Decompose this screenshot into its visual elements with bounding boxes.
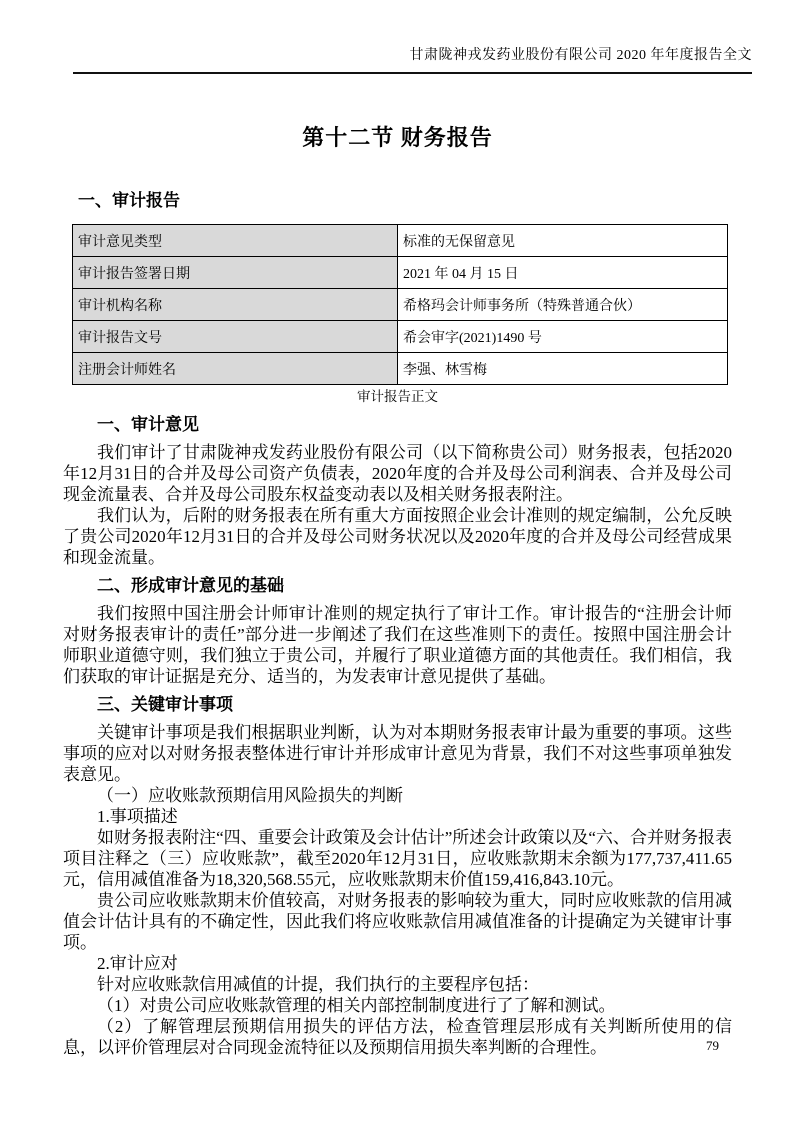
table-row	[73, 225, 728, 257]
table-value-cell: 2021 年 04 月 15 日	[398, 257, 728, 289]
page-content	[63, 0, 732, 1058]
table-label-cell: 审计机构名称	[73, 289, 398, 321]
paragraph-audit-opinion-2: 我们认为，后附的财务报表在所有重大方面按照企业会计准则的规定编制，公允反映了贵公司2020年12月31日的合并及母公司财务状况以及2020年度的合并及母公司经营成果和现金流量。	[63, 506, 732, 567]
paragraph-audit-response-intro: 针对应收账款信用减值的计提，我们执行的主要程序包括：	[97, 975, 539, 994]
section-heading-audit-report: 一、审计报告	[78, 191, 180, 210]
audit-report-body	[63, 414, 732, 1058]
paragraph-key-audit-intro: 关键审计事项是我们根据职业判断，认为对本期财务报表审计最为重要的事项。这些事项的应对以对财务报表整体进行审计并形成审计意见为背景，我们不对这些事项单独发表意见。	[63, 723, 732, 784]
paragraph-audit-response-label: 2.审计应对	[97, 954, 178, 973]
paragraph-matter-description-2: 贵公司应收账款期末价值较高，对财务报表的影响较为重大，同时应收账款的信用减值会计估计具有的不确定性，因此我们将应收账款信用减值准备的计提确定为关键审计事项。	[63, 891, 732, 952]
subsection-heading-audit-opinion: 一、审计意见	[97, 415, 199, 434]
paragraph-opinion-basis: 我们按照中国注册会计师审计准则的规定执行了审计工作。审计报告的“注册会计师对财务报表审计的责任”部分进一步阐述了我们在这些准则下的责任。按照中国注册会计师职业道德守则，我们独立于贵公司，并履行了职业道德方面的其他责任。我们相信，我们获取的审计证据是充分、适当的，为发表审计意见提供了基础。	[63, 604, 732, 686]
table-value-cell: 标准的无保留意见	[398, 225, 728, 257]
paragraph-matter-description-label: 1.事项描述	[97, 807, 178, 826]
table-label-cell: 审计意见类型	[73, 225, 398, 257]
paragraph-audit-response-2: （2）了解管理层预期信用损失的评估方法，检查管理层形成有关判断所使用的信息，以评价管理层对合同现金流特征以及预期信用损失率判断的合理性。	[63, 1017, 732, 1057]
subsection-heading-key-audit-matters: 三、关键审计事项	[97, 695, 233, 714]
paragraph-audit-opinion-1: 我们审计了甘肃陇神戎发药业股份有限公司（以下简称贵公司）财务报表，包括2020年12月31日的合并及母公司资产负债表，2020年度的合并及母公司利润表、合并及母公司现金流量表、合并及母公司股东权益变动表以及相关财务报表附注。	[63, 443, 732, 504]
subsection-heading-opinion-basis: 二、形成审计意见的基础	[97, 576, 284, 595]
table-row	[73, 321, 728, 353]
table-row	[73, 353, 728, 385]
paragraph-matter-description-1: 如财务报表附注“四、重要会计政策及会计估计”所述会计政策以及“六、合并财务报表项目注释之（三）应收账款”，截至2020年12月31日，应收账款期末余额为177,737,411.65元，信用减值准备为18,320,568.55元，应收账款期末价值159,416,843.10元。	[63, 828, 732, 889]
table-row	[73, 257, 728, 289]
page-header-text: 甘肃陇神戎发药业股份有限公司 2020 年年度报告全文	[409, 48, 752, 63]
table-label-cell: 注册会计师姓名	[73, 353, 398, 385]
table-label-cell: 审计报告签署日期	[73, 257, 398, 289]
paragraph-key-audit-item-title: （一）应收账款预期信用风险损失的判断	[97, 786, 403, 805]
table-value-cell: 希格玛会计师事务所（特殊普通合伙）	[398, 289, 728, 321]
table-value-cell: 希会审字(2021)1490 号	[398, 321, 728, 353]
audit-summary-table	[72, 224, 728, 385]
table-label-cell: 审计报告文号	[73, 321, 398, 353]
table-row	[73, 289, 728, 321]
page-title: 第十二节 财务报告	[302, 125, 493, 150]
page-number: 79	[706, 1038, 719, 1053]
audit-report-body-caption: 审计报告正文	[357, 389, 438, 404]
table-value-cell: 李强、林雪梅	[398, 353, 728, 385]
paragraph-audit-response-1: （1）对贵公司应收账款管理的相关内部控制制度进行了了解和测试。	[97, 996, 616, 1015]
